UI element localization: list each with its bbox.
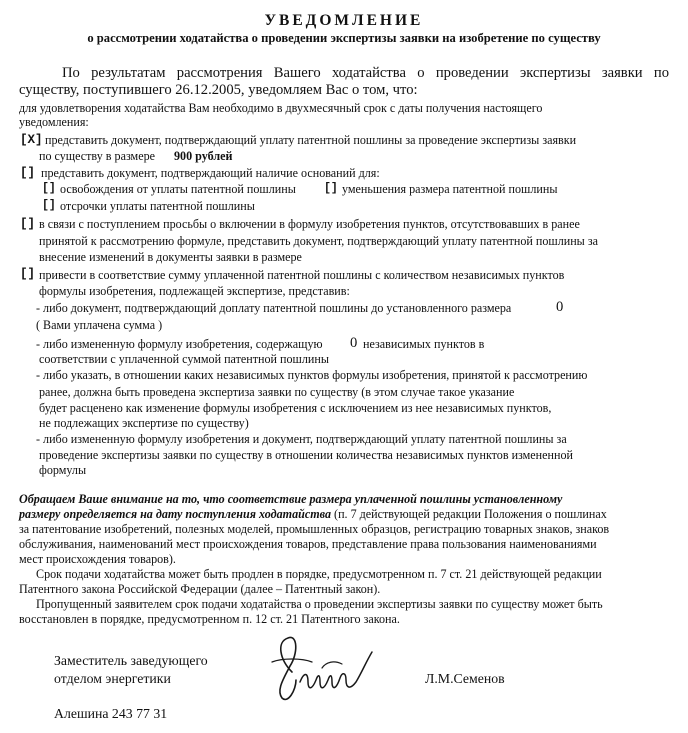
claims-text: в связи с поступлением просьбы о включении в формулу изобретения пунктов, отсутствовавших в ранее <box>39 217 580 231</box>
notice-emphasis: Обращаем Ваше внимание на то, что соответствие размера уплаченной пошлины установленному <box>19 492 563 506</box>
page-title: УВЕДОМЛЕНИЕ <box>264 12 424 29</box>
align-text: привести в соответствие сумму уплаченной патентной пошлины с количеством независимых пунктов <box>39 268 565 282</box>
option-text: соответствии с уплаченной суммой патентной пошлины <box>39 352 329 366</box>
notice-line: мест происхождения товаров). <box>19 552 176 566</box>
fee-checkbox[interactable]: [X] <box>20 133 43 147</box>
reduction-text: уменьшения размера патентной пошлины <box>342 182 558 196</box>
handwritten-signature <box>262 632 382 704</box>
option-text: - либо документ, подтверждающий доплату патентной пошлины до установленного размера <box>36 301 512 315</box>
paid-sum-text: ( Вами уплачена сумма ) <box>36 318 163 332</box>
signer-position: Заместитель заведующего <box>54 653 208 668</box>
fee-amount: 900 рублей <box>174 149 233 163</box>
option-text: не подлежащих экспертизе по существу) <box>39 416 249 430</box>
claims-checkbox[interactable]: [] <box>20 217 36 231</box>
notice-line <box>19 507 607 522</box>
option-text: независимых пунктов в <box>363 337 485 351</box>
term-line: восстановлен в порядке, предусмотренном п. 12 ст. 21 Патентного закона. <box>19 612 400 626</box>
page-subtitle: о рассмотрении ходатайства о проведении экспертизы заявки на изобретение по существу <box>87 31 601 45</box>
term-line: Пропущенный заявителем срок подачи ходатайства о проведении экспертизы заявки по существу может быть <box>36 597 603 611</box>
reduction-checkbox[interactable]: [] <box>324 182 338 195</box>
intro-line: существу, поступившего 26.12.2005, уведомляем Вас о том, что: <box>19 82 418 98</box>
option-text: - либо указать, в отношении каких независимых пунктов формулы изобретения, принятой к рассмотрению <box>36 368 588 382</box>
align-checkbox[interactable]: [] <box>20 267 36 281</box>
term-line: Патентного закона Российской Федерации (далее – Патентный закон). <box>19 582 381 596</box>
exemption-text: освобождения от уплаты патентной пошлины <box>60 182 296 196</box>
intro-line: По результатам рассмотрения Вашего ходатайства о проведении экспертизы заявки по <box>62 65 669 81</box>
deferral-checkbox[interactable]: [] <box>42 199 56 212</box>
option-text: - либо измененную формулу изобретения, содержащую <box>36 337 323 351</box>
claims-text: внесение изменений в документы заявки в размере <box>39 250 302 264</box>
option-value: 0 <box>556 299 564 315</box>
option-value: 0 <box>350 335 358 351</box>
notice-text: (п. 7 действующей редакции Положения о пошлинах <box>331 507 607 521</box>
fee-text: по существу в размере <box>39 149 155 163</box>
term-line: Срок подачи ходатайства может быть продлен в порядке, предусмотренном п. 7 ст. 21 действующей редакции <box>36 567 602 581</box>
deferral-text: отсрочки уплаты патентной пошлины <box>60 199 255 213</box>
option-text: формулы <box>39 463 87 477</box>
grounds-checkbox[interactable]: [] <box>20 166 36 180</box>
exemption-checkbox[interactable]: [] <box>42 182 56 195</box>
intro-line: уведомления: <box>19 115 89 129</box>
contact-info: Алешина 243 77 31 <box>54 706 168 721</box>
align-text: формулы изобретения, подлежащей экспертизе, представив: <box>39 284 350 298</box>
option-text: будет расценено как изменение формулы изобретения с исключением из нее независимых пунктов, <box>39 401 552 415</box>
grounds-text: представить документ, подтверждающий наличие оснований для: <box>41 166 380 180</box>
notice-line: обслуживания, наименований мест происхождения товаров, представление права пользования наименованиями <box>19 537 597 551</box>
notice-emphasis: размеру определяется на дату поступления ходатайства <box>19 507 332 521</box>
option-text: - либо измененную формулу изобретения и документ, подтверждающий уплату патентной пошлины за <box>36 432 567 446</box>
signer-name: Л.М.Семенов <box>425 671 505 686</box>
fee-text: представить документ, подтверждающий уплату патентной пошлины за проведение экспертизы заявки <box>45 133 577 147</box>
option-text: проведение экспертизы заявки по существу в отношении количества независимых пунктов измененной <box>39 448 573 462</box>
claims-text: принятой к рассмотрению формуле, представить документ, подтверждающий уплату патентной пошлины за <box>39 234 598 248</box>
signer-position: отделом энергетики <box>54 671 171 686</box>
intro-line: для удовлетворения ходатайства Вам необходимо в двухмесячный срок с даты получения настоящего <box>19 101 543 115</box>
option-text: ранее, должна быть проведена экспертиза заявки по существу (в этом случае такое указание <box>39 385 515 399</box>
notice-line: за патентование изобретений, полезных моделей, промышленных образцов, регистрацию товарных знаков, знаков <box>19 522 610 536</box>
